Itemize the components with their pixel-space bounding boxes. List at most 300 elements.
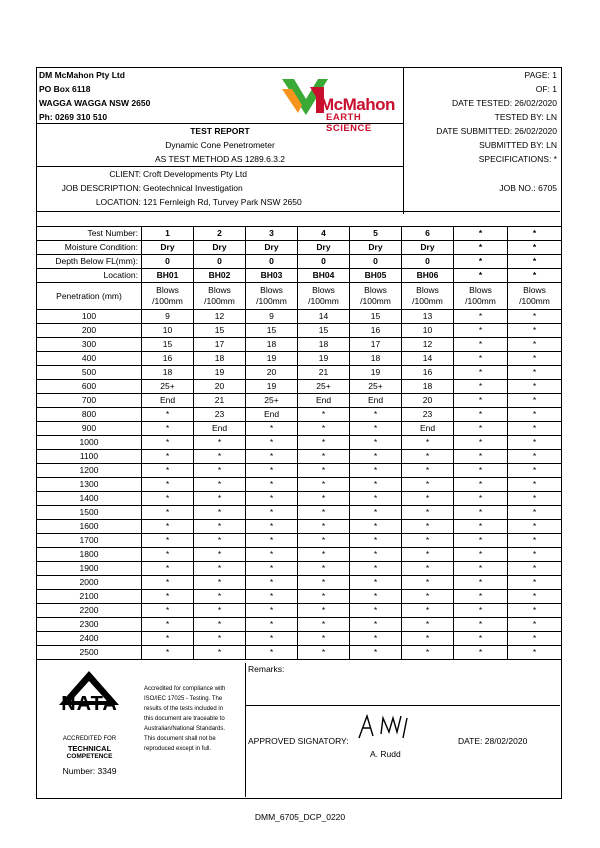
accreditation-line: Accredited for compliance with	[144, 686, 226, 692]
location-row-cell: BH02	[194, 269, 246, 283]
unit-header	[454, 283, 508, 310]
table-row	[37, 352, 562, 366]
signatory-name: A. Rudd	[370, 749, 401, 759]
blow-count: *	[142, 506, 194, 520]
blow-count: *	[402, 548, 454, 562]
blow-count: 15	[194, 324, 246, 338]
test-number-row-cell: 1	[142, 227, 194, 241]
blow-count: *	[246, 520, 298, 534]
blow-count: *	[508, 408, 562, 422]
blow-count: *	[508, 450, 562, 464]
blow-count: *	[402, 520, 454, 534]
blow-count: *	[298, 534, 350, 548]
blow-count: *	[402, 646, 454, 660]
logo-wordmark: McMahon	[320, 95, 395, 114]
blow-count: *	[246, 632, 298, 646]
depth-row-cell: 0	[402, 255, 454, 269]
unit-line1: Blows	[156, 285, 179, 295]
table-row	[37, 366, 562, 380]
blow-count: 9	[142, 310, 194, 324]
approved-signatory-label: APPROVED SIGNATORY:	[248, 736, 349, 746]
blow-count: *	[194, 492, 246, 506]
blow-count: 19	[246, 352, 298, 366]
penetration-depth: 600	[37, 380, 142, 394]
blow-count: End	[298, 394, 350, 408]
dcp-results-table	[36, 226, 562, 660]
accreditation-line: reproduced except in full.	[144, 746, 212, 752]
blow-count: *	[194, 450, 246, 464]
blow-count: *	[142, 548, 194, 562]
test-number-row-cell: *	[454, 227, 508, 241]
blow-count: 20	[194, 380, 246, 394]
blow-count: *	[246, 646, 298, 660]
moisture-row-cell: Dry	[142, 241, 194, 255]
table-row	[37, 506, 562, 520]
penetration-depth: 500	[37, 366, 142, 380]
page-number: PAGE: 1	[524, 70, 557, 80]
blow-count: *	[508, 422, 562, 436]
blow-count: 20	[246, 366, 298, 380]
blow-count: *	[350, 534, 402, 548]
accreditation-line: This document shall not be	[144, 736, 216, 742]
depth-row-cell: 0	[246, 255, 298, 269]
table-row	[37, 492, 562, 506]
accreditation-line: Australian/National Standards.	[144, 726, 226, 732]
blow-count: *	[194, 618, 246, 632]
company-po-box: PO Box 6118	[39, 84, 91, 94]
blow-count: *	[246, 478, 298, 492]
blow-count: *	[508, 534, 562, 548]
penetration-depth: 2100	[37, 590, 142, 604]
depth-row-cell: *	[508, 255, 562, 269]
blow-count: *	[508, 604, 562, 618]
table-row	[37, 590, 562, 604]
blow-count: *	[350, 492, 402, 506]
job-description-value: Geotechnical Investigation	[143, 183, 243, 193]
moisture-row-cell: Dry	[246, 241, 298, 255]
table-row	[37, 576, 562, 590]
blow-count: *	[508, 548, 562, 562]
blow-count: *	[508, 618, 562, 632]
blow-count: *	[350, 576, 402, 590]
location-label: LOCATION:	[95, 197, 141, 207]
tested-by: TESTED BY: LN	[494, 112, 557, 122]
blow-count: *	[402, 562, 454, 576]
unit-line2: /100mm	[152, 296, 183, 306]
blow-count: End	[402, 422, 454, 436]
blow-count: 23	[194, 408, 246, 422]
location-value: 121 Fernleigh Rd, Turvey Park NSW 2650	[143, 197, 302, 207]
blow-count: 25+	[142, 380, 194, 394]
table-row	[37, 408, 562, 422]
unit-line2: /100mm	[519, 296, 550, 306]
unit-header	[402, 283, 454, 310]
blow-count: *	[194, 632, 246, 646]
blow-count: 19	[350, 366, 402, 380]
penetration-depth: 700	[37, 394, 142, 408]
penetration-depth: 1900	[37, 562, 142, 576]
blow-count: *	[454, 604, 508, 618]
test-number-row-cell: 6	[402, 227, 454, 241]
blow-count: *	[350, 548, 402, 562]
blow-count: 25+	[246, 394, 298, 408]
unit-line2: /100mm	[360, 296, 391, 306]
report-method: AS TEST METHOD AS 1289.6.3.2	[154, 154, 286, 164]
location-row-cell: BH06	[402, 269, 454, 283]
blow-count: *	[454, 492, 508, 506]
blow-count: 10	[142, 324, 194, 338]
report-subtitle: Dynamic Cone Penetrometer	[165, 140, 275, 150]
depth-row	[37, 255, 562, 269]
moisture-row-cell: *	[454, 241, 508, 255]
test-number-row-cell: 4	[298, 227, 350, 241]
blow-count: *	[298, 464, 350, 478]
blow-count: *	[194, 576, 246, 590]
blow-count: 19	[194, 366, 246, 380]
blow-count: *	[402, 604, 454, 618]
blow-count: *	[246, 422, 298, 436]
depth-row-cell: 0	[350, 255, 402, 269]
blow-count: *	[142, 492, 194, 506]
approval-date: DATE: 28/02/2020	[458, 736, 528, 746]
blow-count: *	[298, 492, 350, 506]
test-number-row-cell: 5	[350, 227, 402, 241]
blow-count: *	[298, 478, 350, 492]
location-row-cell: *	[508, 269, 562, 283]
nata-logo-text: NATA	[61, 693, 118, 715]
company-name: DM McMahon Pty Ltd	[39, 70, 125, 80]
blow-count: *	[454, 632, 508, 646]
table-row	[37, 464, 562, 478]
blow-count: 14	[298, 310, 350, 324]
penetration-depth: 2200	[37, 604, 142, 618]
penetration-depth: 100	[37, 310, 142, 324]
blow-count: End	[142, 394, 194, 408]
moisture-row-cell: Dry	[194, 241, 246, 255]
blow-count: *	[508, 464, 562, 478]
penetration-depth: 1100	[37, 450, 142, 464]
location-row	[37, 269, 562, 283]
blow-count: *	[508, 506, 562, 520]
blow-count: *	[508, 338, 562, 352]
test-number-row-label: Test Number:	[37, 227, 142, 241]
depth-row-cell: 0	[194, 255, 246, 269]
blow-count: *	[142, 422, 194, 436]
blow-count: 15	[142, 338, 194, 352]
blow-count: *	[402, 618, 454, 632]
blow-count: *	[298, 590, 350, 604]
location-row-cell: BH01	[142, 269, 194, 283]
remarks-label: Remarks:	[248, 664, 285, 674]
blow-count: *	[350, 464, 402, 478]
penetration-depth: 2400	[37, 632, 142, 646]
blow-count: 9	[246, 310, 298, 324]
unit-line1: Blows	[469, 285, 492, 295]
blow-count: 15	[246, 324, 298, 338]
blow-count: *	[194, 478, 246, 492]
accreditation-statement	[144, 684, 244, 754]
unit-line1: Blows	[416, 285, 439, 295]
blow-count: *	[246, 562, 298, 576]
blow-count: 19	[298, 352, 350, 366]
company-city: WAGGA WAGGA NSW 2650	[39, 98, 151, 108]
blow-count: *	[402, 464, 454, 478]
blow-count: *	[508, 436, 562, 450]
blow-count: *	[298, 422, 350, 436]
blow-count: 25+	[298, 380, 350, 394]
table-row	[37, 394, 562, 408]
blow-count: *	[508, 394, 562, 408]
unit-line1: Blows	[364, 285, 387, 295]
moisture-row-cell: Dry	[402, 241, 454, 255]
blow-count: *	[298, 408, 350, 422]
blow-count: 13	[402, 310, 454, 324]
blow-count: 17	[350, 338, 402, 352]
penetration-depth: 2500	[37, 646, 142, 660]
blow-count: *	[142, 534, 194, 548]
blow-count: *	[350, 506, 402, 520]
nata-accredited-for: ACCREDITED FOR	[62, 736, 117, 742]
table-row	[37, 548, 562, 562]
blow-count: *	[194, 436, 246, 450]
blow-count: *	[142, 464, 194, 478]
blow-count: *	[454, 310, 508, 324]
table-row	[37, 436, 562, 450]
unit-line1: Blows	[312, 285, 335, 295]
blow-count: *	[454, 576, 508, 590]
test-number-row	[37, 227, 562, 241]
penetration-depth: 1600	[37, 520, 142, 534]
blow-count: 15	[298, 324, 350, 338]
blow-count: *	[350, 562, 402, 576]
moisture-row-label: Moisture Condition:	[37, 241, 142, 255]
blow-count: *	[298, 562, 350, 576]
unit-header	[350, 283, 402, 310]
table-row	[37, 380, 562, 394]
blow-count: *	[142, 646, 194, 660]
blow-count: *	[142, 436, 194, 450]
blow-count: *	[402, 436, 454, 450]
blow-count: *	[454, 548, 508, 562]
moisture-row	[37, 241, 562, 255]
blow-count: *	[246, 548, 298, 562]
blow-count: *	[142, 590, 194, 604]
table-row	[37, 646, 562, 660]
blow-count: *	[454, 422, 508, 436]
unit-header	[298, 283, 350, 310]
submitted-by: SUBMITTED BY: LN	[479, 140, 557, 150]
blow-count: *	[142, 618, 194, 632]
blow-count: *	[402, 450, 454, 464]
blow-count: *	[142, 576, 194, 590]
table-row	[37, 604, 562, 618]
blow-count: *	[454, 478, 508, 492]
blow-count: *	[142, 408, 194, 422]
blow-count: 10	[402, 324, 454, 338]
blow-count: *	[454, 520, 508, 534]
blow-count: *	[350, 590, 402, 604]
blow-count: *	[508, 520, 562, 534]
blow-count: 18	[194, 352, 246, 366]
blow-count: *	[454, 380, 508, 394]
blow-count: *	[402, 590, 454, 604]
blow-count: *	[350, 450, 402, 464]
blow-count: *	[194, 590, 246, 604]
unit-line1: Blows	[260, 285, 283, 295]
blow-count: 14	[402, 352, 454, 366]
table-row	[37, 450, 562, 464]
depth-row-cell: *	[454, 255, 508, 269]
blow-count: *	[454, 324, 508, 338]
blow-count: *	[454, 366, 508, 380]
blow-count: 17	[194, 338, 246, 352]
location-row-cell: BH04	[298, 269, 350, 283]
blow-count: 23	[402, 408, 454, 422]
unit-header	[508, 283, 562, 310]
blow-count: *	[508, 478, 562, 492]
location-row-cell: BH05	[350, 269, 402, 283]
blow-count: *	[194, 604, 246, 618]
blow-count: *	[350, 520, 402, 534]
blow-count: 16	[402, 366, 454, 380]
blow-count: *	[298, 450, 350, 464]
blow-count: *	[298, 506, 350, 520]
blow-count: *	[246, 604, 298, 618]
blow-count: *	[142, 520, 194, 534]
blow-count: *	[454, 506, 508, 520]
blow-count: *	[142, 450, 194, 464]
depth-row-cell: 0	[298, 255, 350, 269]
penetration-depth: 1000	[37, 436, 142, 450]
blow-count: 18	[246, 338, 298, 352]
penetration-depth: 2000	[37, 576, 142, 590]
blow-count: *	[508, 324, 562, 338]
blow-count: 20	[402, 394, 454, 408]
blow-count: *	[246, 436, 298, 450]
unit-header	[246, 283, 298, 310]
logo-tagline: EARTH SCIENCE	[326, 112, 372, 134]
date-tested: DATE TESTED: 26/02/2020	[451, 98, 557, 108]
units-row	[37, 283, 562, 310]
blow-count: *	[246, 576, 298, 590]
blow-count: *	[246, 450, 298, 464]
blow-count: *	[298, 548, 350, 562]
unit-line1: Blows	[523, 285, 546, 295]
table-row	[37, 422, 562, 436]
blow-count: 25+	[350, 380, 402, 394]
blow-count: *	[402, 478, 454, 492]
blow-count: *	[298, 604, 350, 618]
nata-technical: TECHNICAL	[67, 744, 112, 753]
unit-header	[194, 283, 246, 310]
blow-count: *	[298, 436, 350, 450]
blow-count: 19	[246, 380, 298, 394]
penetration-depth: 1200	[37, 464, 142, 478]
blow-count: *	[246, 464, 298, 478]
blow-count: *	[246, 534, 298, 548]
company-logo	[280, 75, 400, 134]
blow-count: *	[402, 576, 454, 590]
blow-count: 12	[194, 310, 246, 324]
blow-count: 21	[298, 366, 350, 380]
blow-count: *	[454, 436, 508, 450]
blow-count: *	[194, 646, 246, 660]
document-id: DMM_6705_DCP_0220	[254, 812, 346, 822]
penetration-depth: 800	[37, 408, 142, 422]
unit-line2: /100mm	[308, 296, 339, 306]
blow-count: *	[194, 548, 246, 562]
penetration-depth: 2300	[37, 618, 142, 632]
penetration-depth: 1300	[37, 478, 142, 492]
penetration-depth: 400	[37, 352, 142, 366]
blow-count: *	[454, 464, 508, 478]
blow-count: *	[298, 576, 350, 590]
report-title: TEST REPORT	[190, 126, 250, 136]
penetration-header: Penetration (mm)	[37, 283, 142, 310]
blow-count: *	[454, 590, 508, 604]
blow-count: 16	[350, 324, 402, 338]
blow-count: *	[508, 632, 562, 646]
location-row-cell: *	[454, 269, 508, 283]
blow-count: *	[350, 422, 402, 436]
blow-count: *	[454, 394, 508, 408]
blow-count: *	[454, 534, 508, 548]
blow-count: 18	[402, 380, 454, 394]
unit-line1: Blows	[208, 285, 231, 295]
blow-count: *	[298, 646, 350, 660]
penetration-depth: 1800	[37, 548, 142, 562]
specifications: SPECIFICATIONS: *	[478, 154, 557, 164]
blow-count: *	[454, 408, 508, 422]
table-row	[37, 534, 562, 548]
blow-count: *	[298, 632, 350, 646]
blow-count: *	[350, 646, 402, 660]
date-submitted: DATE SUBMITTED: 26/02/2020	[436, 126, 557, 136]
unit-header	[142, 283, 194, 310]
blow-count: *	[246, 618, 298, 632]
blow-count: 15	[350, 310, 402, 324]
penetration-depth: 1400	[37, 492, 142, 506]
blow-count: *	[508, 590, 562, 604]
unit-line2: /100mm	[204, 296, 235, 306]
moisture-row-cell: Dry	[298, 241, 350, 255]
blow-count: *	[508, 576, 562, 590]
depth-row-cell: 0	[142, 255, 194, 269]
blow-count: End	[194, 422, 246, 436]
table-row	[37, 562, 562, 576]
job-number: JOB NO.: 6705	[499, 183, 557, 193]
penetration-depth: 200	[37, 324, 142, 338]
test-number-row-cell: *	[508, 227, 562, 241]
table-row	[37, 632, 562, 646]
test-number-row-cell: 3	[246, 227, 298, 241]
penetration-depth: 1700	[37, 534, 142, 548]
depth-row-label: Depth Below FL(mm):	[37, 255, 142, 269]
accreditation-line: this document are traceable to	[144, 716, 225, 722]
blow-count: *	[402, 534, 454, 548]
blow-count: 12	[402, 338, 454, 352]
location-row-cell: BH03	[246, 269, 298, 283]
blow-count: 16	[142, 352, 194, 366]
table-row	[37, 618, 562, 632]
blow-count: *	[350, 436, 402, 450]
table-row	[37, 324, 562, 338]
blow-count: *	[454, 646, 508, 660]
blow-count: End	[350, 394, 402, 408]
blow-count: *	[402, 492, 454, 506]
penetration-depth: 900	[37, 422, 142, 436]
blow-count: *	[508, 380, 562, 394]
